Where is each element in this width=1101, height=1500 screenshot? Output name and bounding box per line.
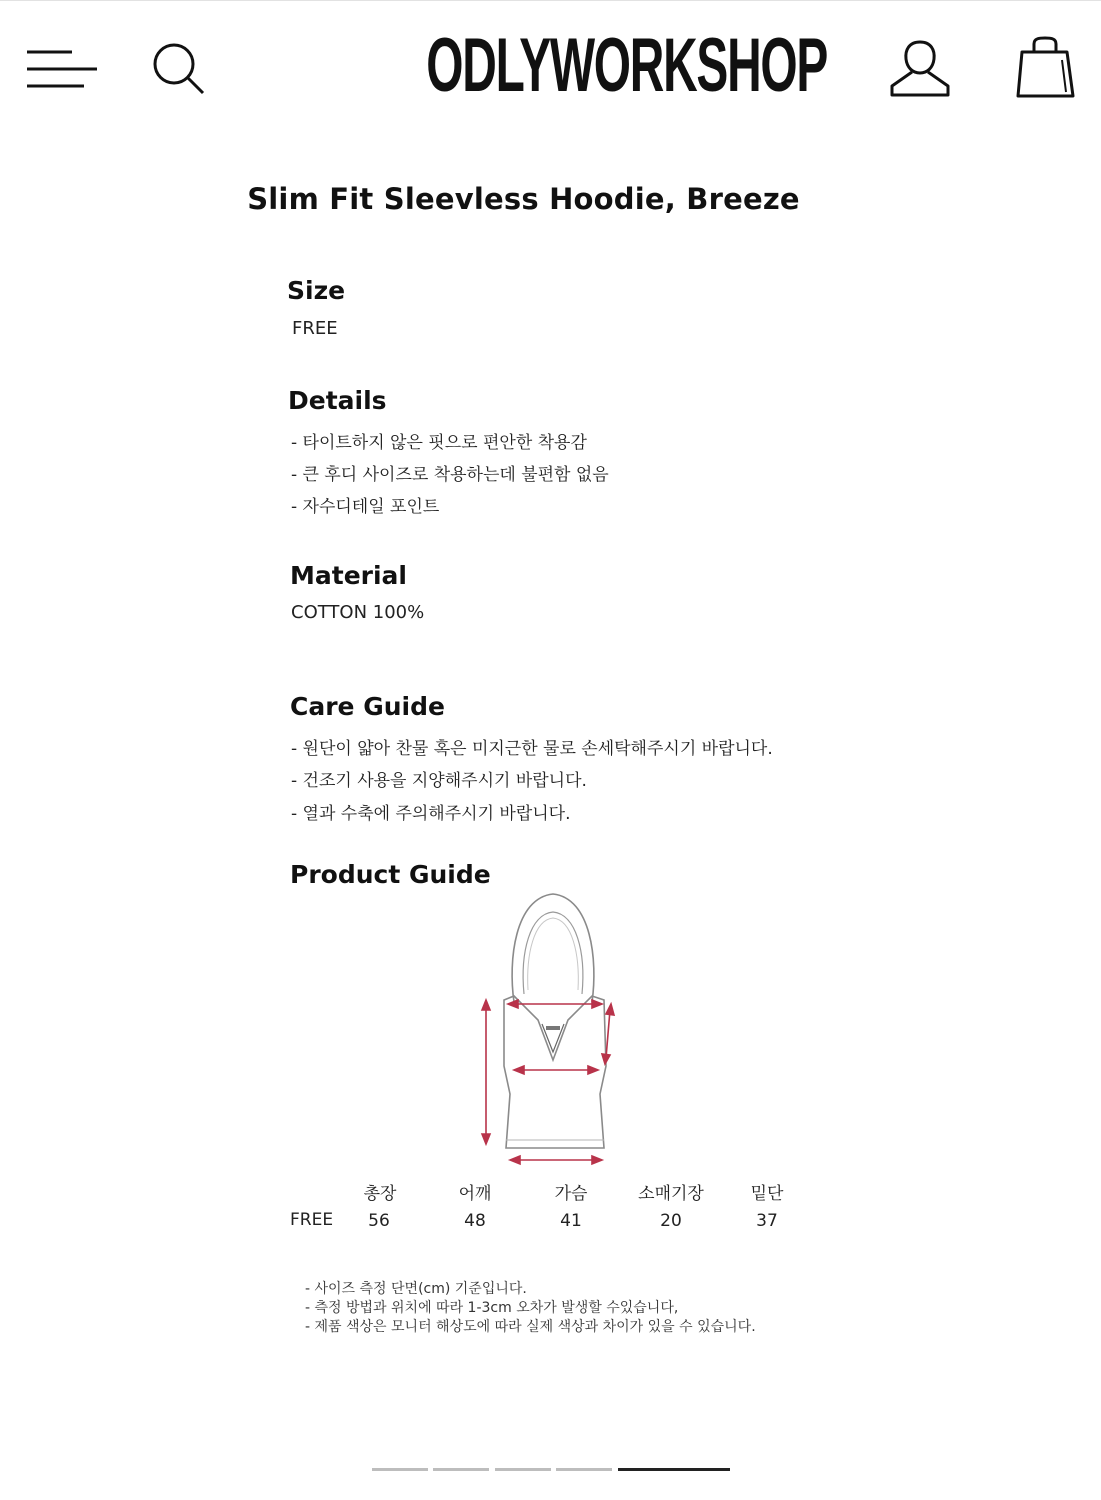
product-guide-heading: Product Guide bbox=[290, 860, 491, 889]
carousel-dot-active[interactable] bbox=[618, 1468, 730, 1471]
size-table-header: 어깨 bbox=[458, 1184, 492, 1204]
size-table-header: 총장 bbox=[363, 1184, 397, 1204]
site-header bbox=[0, 0, 1101, 130]
carousel-dot[interactable] bbox=[556, 1468, 612, 1471]
size-value: FREE bbox=[292, 318, 338, 339]
size-note: - 제품 색상은 모니터 해상도에 따라 실제 색상과 차이가 있을 수 있습니다. bbox=[305, 1319, 756, 1335]
size-table-header: 소매기장 bbox=[638, 1184, 704, 1204]
brand-logo[interactable]: ODLYWORKSHOP bbox=[426, 23, 828, 108]
carousel-dot[interactable] bbox=[495, 1468, 551, 1471]
details-line: - 자수디테일 포인트 bbox=[291, 497, 440, 517]
care-guide-line: - 건조기 사용을 지양해주시기 바랍니다. bbox=[291, 771, 587, 791]
material-heading: Material bbox=[290, 561, 407, 590]
size-table-header: 가슴 bbox=[554, 1184, 588, 1204]
care-guide-line: - 열과 수축에 주의해주시기 바랍니다. bbox=[291, 804, 571, 824]
carousel-dot[interactable] bbox=[372, 1468, 428, 1471]
size-note: - 측정 방법과 위치에 따라 1-3cm 오차가 발생할 수있습니다, bbox=[305, 1300, 679, 1316]
size-table-cell: 20 bbox=[660, 1211, 682, 1231]
size-table-cell: 41 bbox=[560, 1211, 582, 1231]
menu-icon[interactable] bbox=[26, 48, 98, 90]
material-value: COTTON 100% bbox=[291, 602, 425, 623]
hoodie-measurement-diagram bbox=[470, 890, 620, 1170]
search-icon[interactable] bbox=[150, 40, 208, 98]
details-line: - 타이트하지 않은 핏으로 편안한 착용감 bbox=[291, 433, 587, 453]
details-heading: Details bbox=[288, 386, 387, 415]
size-table-cell: 37 bbox=[756, 1211, 778, 1231]
carousel-dot[interactable] bbox=[433, 1468, 489, 1471]
size-table-cell: 56 bbox=[368, 1211, 390, 1231]
care-guide-heading: Care Guide bbox=[290, 692, 445, 721]
size-table-header: 밑단 bbox=[750, 1184, 784, 1204]
shopping-bag-icon[interactable] bbox=[1012, 36, 1078, 100]
size-table-cell: 48 bbox=[464, 1211, 486, 1231]
care-guide-line: - 원단이 얇아 찬물 혹은 미지근한 물로 손세탁해주시기 바랍니다. bbox=[291, 739, 773, 759]
product-title: Slim Fit Sleevless Hoodie, Breeze bbox=[247, 182, 800, 216]
details-line: - 큰 후디 사이즈로 착용하는데 불편함 없음 bbox=[291, 465, 609, 485]
size-table-row-label: FREE bbox=[290, 1210, 334, 1230]
user-icon[interactable] bbox=[888, 38, 952, 98]
size-heading: Size bbox=[287, 276, 346, 305]
size-note: - 사이즈 측정 단면(cm) 기준입니다. bbox=[305, 1281, 527, 1297]
